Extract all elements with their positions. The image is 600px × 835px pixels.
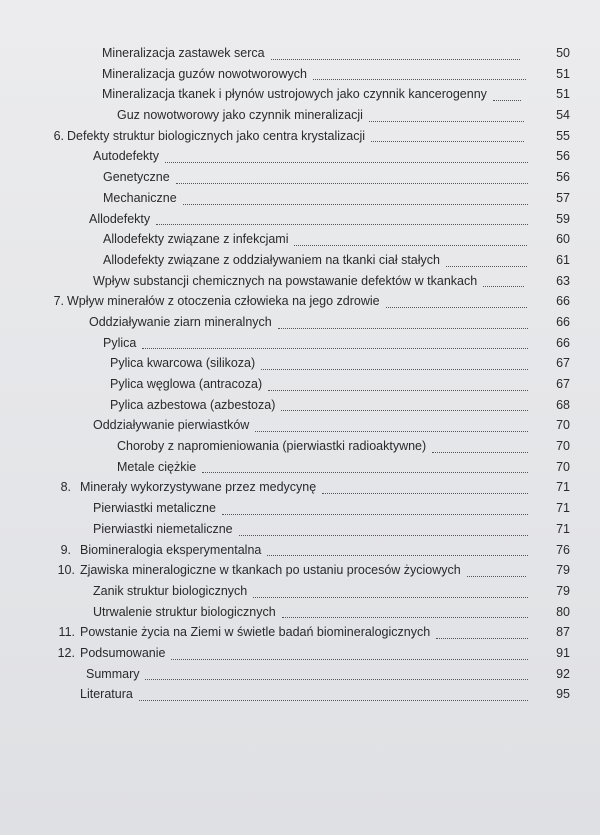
toc-entry-page-number: 80 — [556, 604, 570, 619]
toc-entry-page-number: 66 — [556, 294, 570, 309]
toc-entry-page-number: 59 — [556, 211, 570, 226]
dot-leader — [294, 224, 527, 246]
toc-entry-title: Allodefekty — [89, 211, 151, 226]
dot-leader — [282, 597, 528, 619]
toc-entry-page-number: 76 — [556, 542, 570, 557]
dot-leader — [255, 410, 528, 432]
toc-entry-page-number: 79 — [556, 563, 570, 578]
toc-entry-page-number: 91 — [556, 645, 570, 660]
toc-entry[interactable] — [0, 684, 600, 705]
toc-entry-title: Autodefekty — [93, 149, 160, 164]
dot-leader — [145, 659, 528, 681]
dot-leader — [176, 162, 528, 184]
toc-entry-title: Oddziaływanie ziarn mineralnych — [89, 314, 272, 329]
toc-entry-title: Metale ciężkie — [117, 459, 197, 474]
toc-entry-page-number: 51 — [556, 66, 570, 81]
toc-entry-title: Pylica węglowa (antracoza) — [110, 377, 263, 391]
toc-entry-title: Podsumowanie — [80, 645, 166, 660]
dot-leader — [139, 679, 528, 701]
dot-leader — [156, 204, 528, 226]
toc-entry-title: Summary — [86, 666, 140, 681]
toc-entry-page-number: 70 — [556, 439, 570, 454]
dot-leader — [436, 617, 528, 639]
toc-entry-page-number: 95 — [556, 687, 570, 702]
toc-entry-number: 9. — [60, 542, 71, 557]
toc-entry-page-number: 55 — [556, 128, 570, 143]
toc-entry-title: Wpływ substancji chemicznych na powstawanie defektów w tkankach — [93, 273, 478, 288]
dot-leader — [239, 514, 528, 536]
toc-entry-page-number: 70 — [556, 459, 570, 474]
toc-entry-title: Mechaniczne — [103, 190, 177, 205]
toc-entry-title: Defekty struktur biologicznych jako centra krystalizacji — [67, 128, 366, 143]
toc-entry-page-number: 92 — [556, 666, 570, 681]
toc-entry-page-number: 56 — [556, 170, 570, 185]
toc-entry-title: Pierwiastki niemetaliczne — [93, 521, 233, 536]
toc-entry-number: 7. — [53, 294, 64, 309]
toc-entry-title: Pylica azbestowa (azbestoza) — [110, 397, 276, 412]
toc-entry-page-number: 67 — [556, 356, 570, 371]
toc-entry-title: Pylica kwarcowa (silikoza) — [110, 356, 256, 371]
dot-leader — [371, 121, 524, 143]
toc-entry-title: Guz nowotworowy jako czynnik mineralizacji — [117, 108, 363, 123]
dot-leader — [467, 555, 526, 577]
toc-entry-title: Mineralizacja zastawek serca — [102, 46, 265, 60]
toc-entry-page-number: 67 — [556, 377, 570, 391]
toc-entry-title: Mineralizacja tkanek i płynów ustrojowych jako czynnik kancerogenny — [102, 87, 487, 102]
dot-leader — [493, 79, 521, 101]
toc-entry-page-number: 54 — [556, 108, 570, 123]
table-of-contents — [0, 43, 600, 705]
toc-entry-page-number: 68 — [556, 397, 570, 412]
dot-leader — [313, 59, 526, 81]
toc-entry-title: Allodefekty związane z oddziaływaniem na tkanki ciał stałych — [103, 252, 440, 267]
dot-leader — [446, 245, 527, 267]
toc-entry-number: 10. — [57, 563, 75, 578]
toc-entry-title: Zanik struktur biologicznych — [93, 583, 248, 598]
toc-entry-page-number: 56 — [556, 149, 570, 164]
toc-entry-page-number: 71 — [556, 501, 570, 516]
toc-entry-title: Literatura — [80, 687, 133, 702]
toc-entry-title: Mineralizacja guzów nowotworowych — [102, 66, 307, 81]
toc-entry-page-number: 66 — [556, 314, 570, 329]
toc-entry-page-number: 71 — [556, 521, 570, 536]
dot-leader — [268, 369, 528, 391]
toc-entry-page-number: 71 — [556, 480, 570, 495]
toc-entry-page-number: 57 — [556, 190, 570, 205]
toc-entry-page-number: 66 — [556, 335, 570, 350]
toc-entry-title: Genetyczne — [103, 170, 170, 185]
toc-entry-title: Choroby z napromieniowania (pierwiastki radioaktywne) — [117, 439, 427, 454]
toc-entry-page-number: 60 — [556, 232, 570, 247]
toc-entry-page-number: 70 — [556, 418, 570, 433]
dot-leader — [271, 38, 520, 60]
toc-entry-page-number: 87 — [556, 625, 570, 640]
toc-entry-number: 6. — [53, 128, 64, 143]
dot-leader — [483, 266, 524, 288]
toc-entry-page-number: 51 — [556, 87, 570, 102]
toc-entry-title: Allodefekty związane z infekcjami — [103, 232, 289, 247]
toc-entry-title: Utrwalenie struktur biologicznych — [93, 604, 276, 619]
dot-leader — [261, 348, 528, 370]
toc-entry-title: Minerały wykorzystywane przez medycynę — [80, 480, 317, 495]
toc-entry-title: Wpływ minerałów z otoczenia człowieka na jego zdrowie — [67, 294, 380, 309]
toc-entry-page-number: 63 — [556, 273, 570, 288]
toc-entry-title: Pylica — [103, 335, 137, 350]
dot-leader — [322, 472, 528, 494]
dot-leader — [432, 431, 528, 453]
toc-entry-title: Zjawiska mineralogiczne w tkankach po ustaniu procesów życiowych — [80, 563, 461, 578]
dot-leader — [267, 535, 528, 557]
dot-leader — [281, 390, 528, 412]
toc-entry-number: 12. — [57, 645, 75, 660]
toc-entry-number: 8. — [60, 480, 71, 495]
toc-entry-number: 11. — [58, 625, 75, 640]
toc-entry-page-number: 79 — [556, 583, 570, 598]
toc-entry-title: Oddziaływanie pierwiastków — [93, 418, 250, 433]
toc-entry-page-number: 50 — [556, 46, 570, 60]
toc-entry-title: Biomineralogia eksperymentalna — [80, 542, 262, 557]
toc-entry-page-number: 61 — [556, 252, 570, 267]
toc-entry-title: Powstanie życia na Ziemi w świetle badań biomineralogicznych — [80, 625, 431, 640]
toc-entry-title: Pierwiastki metaliczne — [93, 501, 216, 516]
dot-leader — [183, 183, 528, 205]
